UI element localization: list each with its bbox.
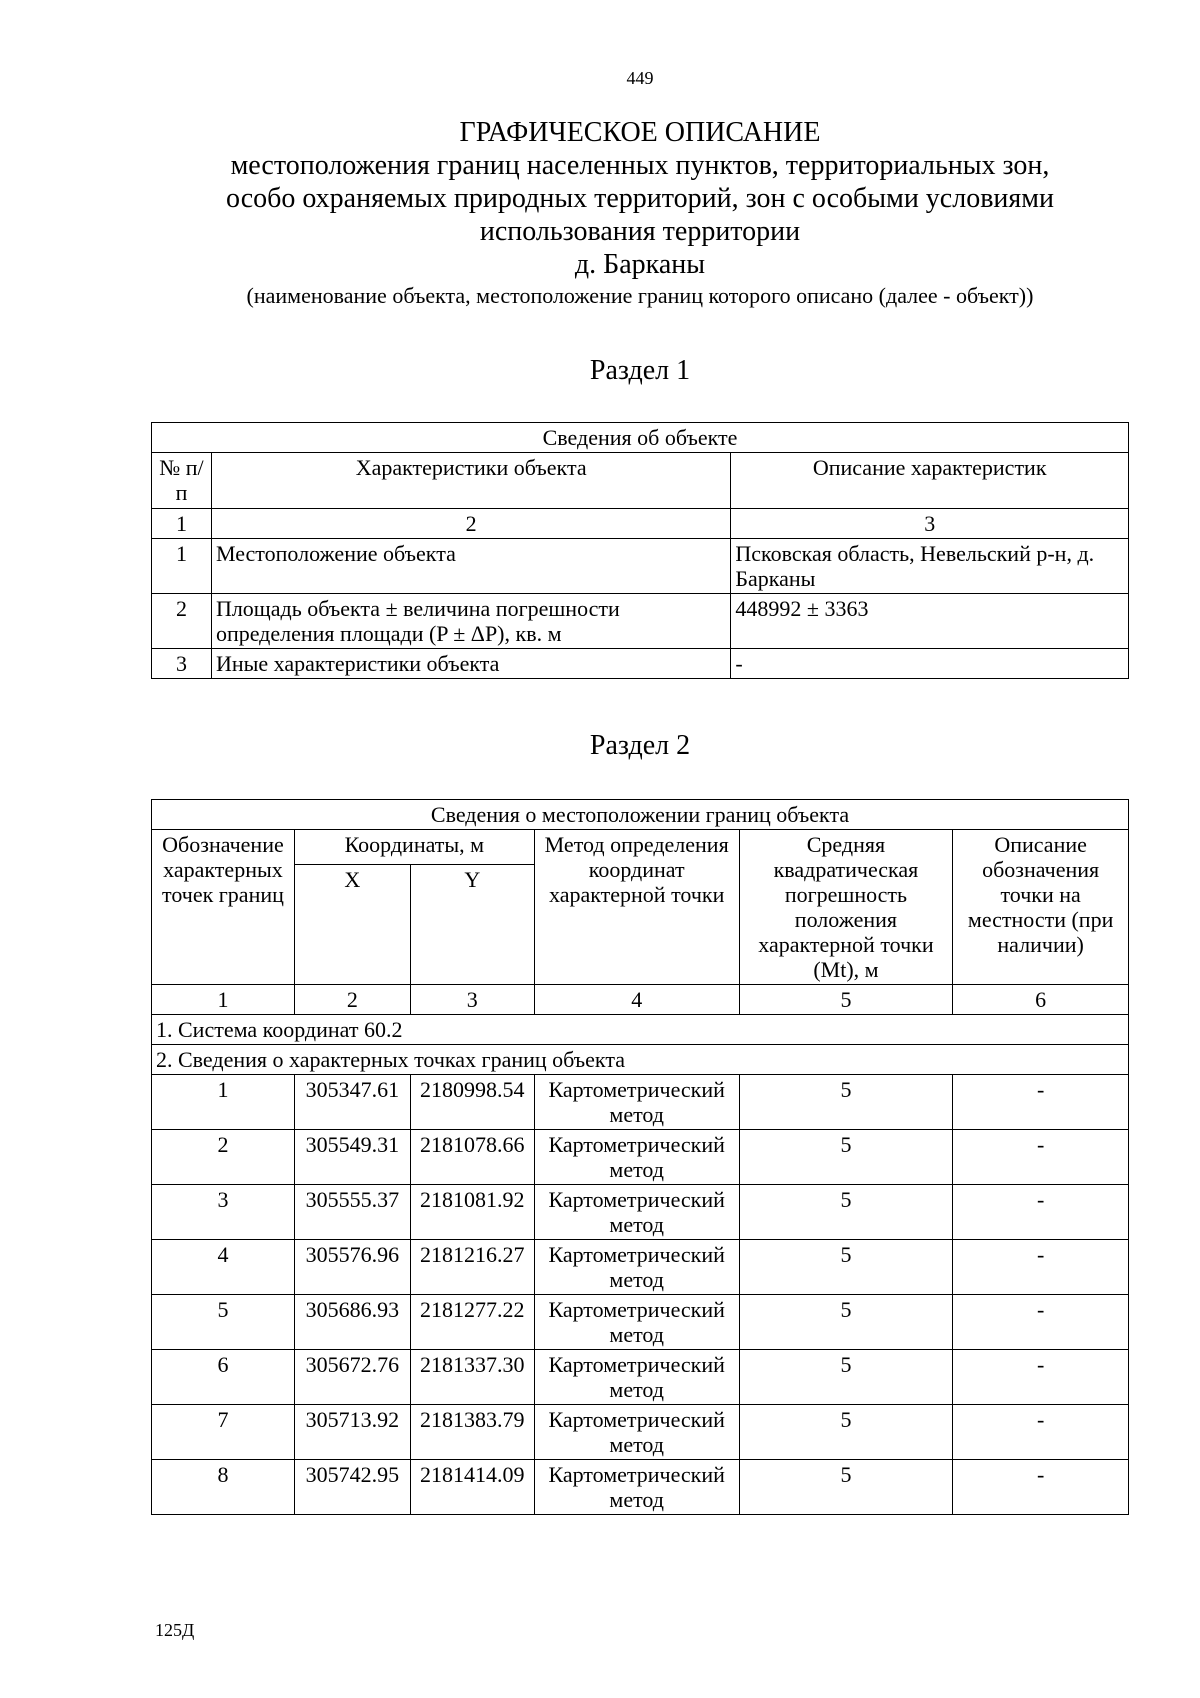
- column-number: 6: [953, 985, 1129, 1015]
- column-number: 3: [410, 985, 534, 1015]
- point-description: -: [953, 1460, 1129, 1515]
- point-y: 2181216.27: [410, 1240, 534, 1295]
- table-row: [152, 594, 1129, 649]
- point-y: 2181383.79: [410, 1405, 534, 1460]
- column-number: 2: [294, 985, 410, 1015]
- table-row: [152, 1460, 1129, 1515]
- point-x: 305347.61: [294, 1075, 410, 1130]
- point-x: 305549.31: [294, 1130, 410, 1185]
- page-number: 449: [626, 68, 654, 88]
- header-x: X: [294, 865, 410, 985]
- point-x: 305713.92: [294, 1405, 410, 1460]
- column-number: 5: [739, 985, 953, 1015]
- document-title: ГРАФИЧЕСКОЕ ОПИСАНИЕ: [459, 117, 821, 148]
- point-y: 2180998.54: [410, 1075, 534, 1130]
- point-id: 4: [152, 1240, 295, 1295]
- header-error: Средняя квадратическая погрешность положения характерной точки (Mt), м: [739, 830, 953, 985]
- table-row: [152, 1350, 1129, 1405]
- point-method: Картометрический метод: [534, 1460, 739, 1515]
- column-number: 1: [152, 509, 212, 539]
- point-error: 5: [739, 1075, 953, 1130]
- point-y: 2181277.22: [410, 1295, 534, 1350]
- table-row: [152, 1405, 1129, 1460]
- point-x: 305576.96: [294, 1240, 410, 1295]
- point-description: -: [953, 1405, 1129, 1460]
- point-method: Картометрический метод: [534, 1350, 739, 1405]
- point-description: -: [953, 1295, 1129, 1350]
- point-error: 5: [739, 1350, 953, 1405]
- point-x: 305672.76: [294, 1350, 410, 1405]
- point-error: 5: [739, 1240, 953, 1295]
- row-description: 448992 ± 3363: [731, 594, 1129, 649]
- point-description: -: [953, 1185, 1129, 1240]
- section-1-title: Раздел 1: [589, 355, 691, 386]
- point-description: -: [953, 1130, 1129, 1185]
- row-characteristic: Иные характеристики объекта: [211, 649, 730, 679]
- point-x: 305555.37: [294, 1185, 410, 1240]
- table-row: [152, 1295, 1129, 1350]
- point-x: 305742.95: [294, 1460, 410, 1515]
- header-description: Описание характеристик: [731, 453, 1129, 509]
- point-error: 5: [739, 1295, 953, 1350]
- point-id: 1: [152, 1075, 295, 1130]
- points-section-title: 2. Сведения о характерных точках границ объекта: [152, 1045, 1129, 1075]
- header-characteristic: Характеристики объекта: [211, 453, 730, 509]
- header-number: № п/п: [152, 453, 212, 509]
- header-y: Y: [410, 865, 534, 985]
- object-caption: (наименование объекта, местоположение границ которого описано (далее - объект)): [246, 283, 1034, 308]
- table-row: [152, 649, 1129, 679]
- column-number: 2: [211, 509, 730, 539]
- table-row: [152, 1185, 1129, 1240]
- column-number: 1: [152, 985, 295, 1015]
- table-2-title: Сведения о местоположении границ объекта: [152, 800, 1129, 830]
- section-2-title: Раздел 2: [589, 730, 691, 761]
- object-info-table: [151, 422, 1129, 679]
- point-error: 5: [739, 1130, 953, 1185]
- row-number: 2: [152, 594, 212, 649]
- point-description: -: [953, 1240, 1129, 1295]
- row-description: Псковская область, Невельский р-н, д. Барканы: [731, 539, 1129, 594]
- column-number: 4: [534, 985, 739, 1015]
- point-y: 2181078.66: [410, 1130, 534, 1185]
- point-method: Картометрический метод: [534, 1240, 739, 1295]
- header-coordinates: Координаты, м: [294, 830, 534, 865]
- point-id: 7: [152, 1405, 295, 1460]
- point-error: 5: [739, 1405, 953, 1460]
- coordinate-system: 1. Система координат 60.2: [152, 1015, 1129, 1045]
- header-point-description: Описание обозначения точки на местности (при наличии): [953, 830, 1129, 985]
- row-characteristic: Площадь объекта ± величина погрешности определения площади (P ± ΔP), кв. м: [211, 594, 730, 649]
- point-method: Картометрический метод: [534, 1295, 739, 1350]
- point-y: 2181337.30: [410, 1350, 534, 1405]
- point-id: 3: [152, 1185, 295, 1240]
- point-y: 2181081.92: [410, 1185, 534, 1240]
- point-id: 8: [152, 1460, 295, 1515]
- point-y: 2181414.09: [410, 1460, 534, 1515]
- point-method: Картометрический метод: [534, 1075, 739, 1130]
- table-row: [152, 539, 1129, 594]
- row-number: 3: [152, 649, 212, 679]
- table-1-title: Сведения об объекте: [152, 423, 1129, 453]
- row-number: 1: [152, 539, 212, 594]
- header-method: Метод определения координат характерной точки: [534, 830, 739, 985]
- point-method: Картометрический метод: [534, 1185, 739, 1240]
- heading-line-1: местоположения границ населенных пунктов, территориальных зон,: [230, 150, 1050, 181]
- heading-line-3: использования территории: [479, 216, 801, 247]
- object-name: д. Барканы: [574, 249, 706, 280]
- point-description: -: [953, 1350, 1129, 1405]
- point-id: 5: [152, 1295, 295, 1350]
- point-error: 5: [739, 1185, 953, 1240]
- table-row: [152, 1240, 1129, 1295]
- column-number: 3: [731, 509, 1129, 539]
- header-point: Обозначение характерных точек границ: [152, 830, 295, 985]
- boundary-points-table: [151, 799, 1129, 1515]
- document-heading: [0, 116, 1200, 311]
- row-characteristic: Местоположение объекта: [211, 539, 730, 594]
- point-id: 2: [152, 1130, 295, 1185]
- point-x: 305686.93: [294, 1295, 410, 1350]
- point-method: Картометрический метод: [534, 1405, 739, 1460]
- footer-code: 125Д: [155, 1620, 195, 1640]
- point-method: Картометрический метод: [534, 1130, 739, 1185]
- point-description: -: [953, 1075, 1129, 1130]
- row-description: -: [731, 649, 1129, 679]
- table-row: [152, 1075, 1129, 1130]
- point-id: 6: [152, 1350, 295, 1405]
- table-row: [152, 1130, 1129, 1185]
- point-error: 5: [739, 1460, 953, 1515]
- heading-line-2: особо охраняемых природных территорий, зон с особыми условиями: [226, 183, 1054, 214]
